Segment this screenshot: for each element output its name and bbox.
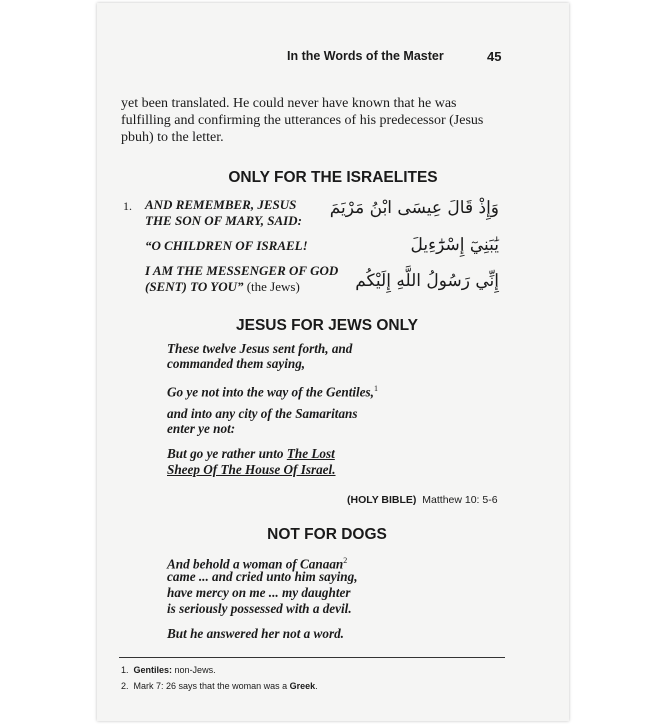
arabic-verse-line: وَإِذْ قَالَ عِيسَى ابْنُ مَرْيَمَ bbox=[329, 198, 499, 218]
footnote-term: Gentiles: bbox=[133, 665, 173, 675]
intro-paragraph bbox=[121, 95, 531, 146]
footnote-number: 1. bbox=[121, 665, 129, 675]
quote-line bbox=[167, 446, 335, 462]
verse-text-bold: (SENT) TO YOU” bbox=[145, 279, 244, 294]
running-title: In the Words of the Master bbox=[287, 49, 444, 63]
footnote-text: non-Jews. bbox=[172, 665, 216, 675]
quote-text-underlined: The Lost bbox=[286, 446, 335, 461]
page-number: 45 bbox=[487, 49, 502, 64]
quote-line: These twelve Jesus sent forth, and bbox=[167, 341, 353, 356]
intro-line: fulfilling and confirming the utterances of his predecessor (Jesus bbox=[121, 113, 484, 128]
quote-line: and into any city of the Samaritans bbox=[167, 406, 358, 421]
quote-text: And behold a woman of Canaan bbox=[167, 556, 344, 572]
footnote bbox=[121, 681, 318, 691]
footnote-text: Mark 7: 26 says that the woman was a bbox=[133, 681, 290, 691]
citation-ref: Matthew 10: 5-6 bbox=[422, 494, 498, 506]
quote-line: enter ye not: bbox=[167, 421, 236, 436]
footnote-number: 2. bbox=[121, 681, 129, 691]
quote-line bbox=[167, 381, 378, 400]
quote-line: came ... and cried unto him saying, bbox=[167, 569, 358, 584]
footnote-marker: 2 bbox=[343, 556, 348, 565]
footnote bbox=[121, 665, 216, 675]
quote-line: But he answered her not a word. bbox=[167, 626, 344, 641]
quote-line: have mercy on me ... my daughter bbox=[167, 585, 351, 600]
quote-line: commanded them saying, bbox=[167, 356, 306, 371]
quote-line: is seriously possessed with a devil. bbox=[167, 601, 352, 616]
verse-line: THE SON OF MARY, SAID: bbox=[145, 213, 302, 228]
verse-line: AND REMEMBER, JESUS bbox=[145, 197, 297, 212]
arabic-verse-line: إِنِّي رَسُولُ اللَّهِ إِلَيْكُم bbox=[355, 271, 499, 291]
footnote-marker: 1 bbox=[373, 384, 378, 393]
verse-line bbox=[145, 279, 300, 294]
citation-source: (HOLY BIBLE) bbox=[347, 494, 417, 506]
quote-text: Go ye not into the way of the Gentiles, bbox=[167, 384, 374, 400]
book-page bbox=[97, 3, 569, 721]
intro-line: pbuh) to the letter. bbox=[121, 130, 224, 145]
verse-number: 1. bbox=[123, 199, 132, 213]
quote-line-underlined: Sheep Of The House Of Israel. bbox=[167, 462, 336, 477]
citation bbox=[347, 494, 498, 506]
verse-line: I AM THE MESSENGER OF GOD bbox=[145, 263, 339, 278]
arabic-verse-line: يَٰبَنِيٓ إِسْرَٰٓءِيلَ bbox=[410, 235, 499, 255]
section-heading-not-for-dogs: NOT FOR DOGS bbox=[267, 526, 387, 543]
intro-line: yet been translated. He could never have known that he was bbox=[121, 96, 457, 111]
footnote-divider bbox=[119, 657, 505, 658]
footnote-text: . bbox=[315, 681, 318, 691]
verse-text-plain: (the Jews) bbox=[243, 279, 300, 294]
quote-text: But go ye rather unto bbox=[167, 446, 287, 461]
footnote-term: Greek bbox=[289, 681, 316, 691]
section-heading-israelites: ONLY FOR THE ISRAELITES bbox=[228, 169, 438, 186]
section-heading-jews-only: JESUS FOR JEWS ONLY bbox=[235, 317, 419, 334]
verse-line: “O CHILDREN OF ISRAEL! bbox=[145, 238, 308, 253]
